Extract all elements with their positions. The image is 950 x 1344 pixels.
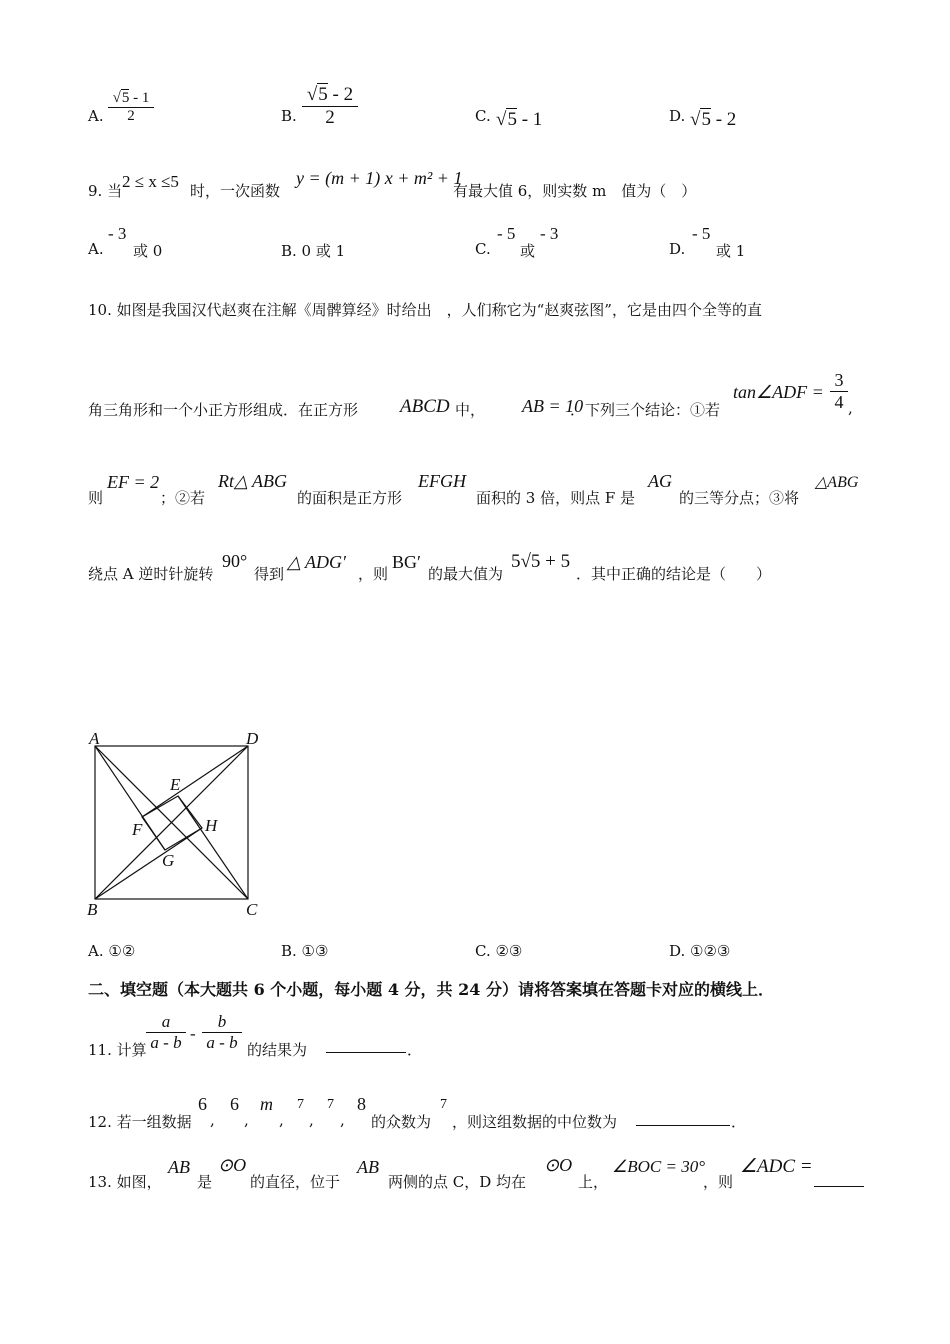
q11-suffix: 的结果为 [247,1041,308,1059]
q13-text-1: 是 [197,1173,213,1191]
q10-tan-fraction [830,370,848,413]
q12-answer-blank [636,1125,730,1126]
q11-fraction-2 [202,1012,242,1053]
label-b: B [87,900,98,919]
q13-text-2: 的直径，位于 [250,1173,341,1191]
q11-fraction-1 [146,1012,186,1053]
q9-b-label: B. 0 或 1 [281,242,346,260]
q11-den2: a - b [202,1032,242,1053]
q13-angle-boc: ∠BOC = 30° [612,1157,706,1176]
q9-c-join: 或 [520,242,536,260]
q12-mode: 7 [440,1097,447,1112]
q10-line4-b: 得到 [254,565,285,583]
label-e: E [170,775,181,794]
q13-circle-o-2: ⊙O [544,1155,573,1175]
q12-data-3: m [260,1094,273,1114]
q10-square-efgh: EFGH [418,471,466,491]
q11-prefix: 11. 计算 [88,1041,147,1059]
q13-text-4: 上， [578,1173,609,1191]
q9-condition: 2 ≤ x ≤5 [122,172,179,191]
label-g: G [162,851,175,870]
q10-option-d: D. ①②③ [669,942,731,960]
label-c: C [246,900,258,919]
q10-triangle-abg: △ABG [815,474,859,491]
q10-angle-90: 90° [222,551,248,571]
label-f: F [132,820,143,839]
q8-d-label: D. [669,107,686,125]
q10-line3-d: 面积的 3 倍，则点 F 是 [476,489,636,507]
q9-c-value1: - 5 [497,224,516,243]
q13-answer-blank [814,1186,864,1187]
q12-data-4: 7 [297,1097,304,1112]
q8-a-num-tail: - 1 [129,90,150,106]
q12-comma-2: , [244,1111,249,1129]
q13-circle-o: ⊙O [218,1155,247,1175]
q9-d-join: 或 1 [716,242,746,260]
q12-prefix: 12. 若一组数据 [88,1113,192,1131]
q10-line2-a: 角三角形和一个小正方形组成．在正方形 [88,401,359,419]
q12-comma-3: , [279,1111,284,1129]
q11-end: ． [407,1041,423,1059]
q10-tan-num: 3 [834,370,844,390]
q10-line1: 10. 如图是我国汉代赵爽在注解《周髀算经》时给出 ，人们称它为“赵爽弦图”，它是由四个全等的直 [88,301,762,319]
q8-d-tail: - 2 [710,109,737,130]
q13-ab-2: AB [357,1157,379,1177]
q8-a-fraction: $\frac{√5 - 1}{2}$ [108,90,154,125]
section-heading: 二、填空题（本大题共 6 个小题，每小题 4 分，共 24 分）请将答案填在答题卡对应的横线上． [88,980,774,999]
q10-line4-a: 绕点 A 逆时针旋转 [88,565,214,583]
q10-ef-eq: EF = 2 [107,472,160,492]
q10-line3-a: 则 [88,489,104,507]
q10-ag: AG [648,471,672,491]
q8-c-tail: - 1 [516,109,543,130]
zhao-shuang-figure [82,728,272,923]
q10-comma: , [848,399,853,417]
q10-line3-c: 的面积是正方形 [297,489,403,507]
q10-option-c: C. ②③ [475,942,523,960]
q9-c-label: C. [475,240,491,258]
q8-c-label: C. [475,107,491,125]
q12-comma-4: , [309,1111,314,1129]
label-a: A [89,729,100,748]
q12-data-6: 8 [357,1094,366,1114]
q11-den1: a - b [146,1032,186,1053]
line-c-e [178,796,248,899]
q10-line2-e: ．下列三个结论：①若 [570,401,721,419]
q13-prefix: 13. 如图， [88,1173,162,1191]
q8-c-expr: √5 - 1 [496,109,543,130]
q13-text-3: 两侧的点 C，D 均在 [388,1173,527,1191]
line-b-h [95,828,202,899]
q8-a-radicand: 5 [121,90,130,106]
q8-b-num-tail: - 2 [327,84,354,105]
q10-line4-e: ．其中正确的结论是（ ） [576,565,772,583]
q10-rt-abg: Rt△ ABG [218,471,288,491]
q10-line3-b: ；②若 [160,489,206,507]
label-d: D [246,729,259,748]
q12-suffix: ，则这组数据的中位数为 [452,1113,618,1131]
q12-data-2: 6 [230,1094,239,1114]
q8-b-radicand: 5 [318,84,328,105]
q9-a-join: 或 0 [133,242,163,260]
q9-mid-text: 时，一次函数 [190,182,281,200]
q12-mode-text: 的众数为 [371,1113,432,1131]
q8-c-radicand: 5 [507,109,517,130]
q8-a-den: 2 [108,107,154,125]
q8-d-expr: √5 - 2 [690,109,737,130]
q9-suffix: 有最大值 6，则实数 m 值为（ ） [453,182,697,200]
q12-data-5: 7 [327,1097,334,1112]
q10-triangle-adg: △ ADG′ [287,552,346,572]
q13-text-5: ，则 [703,1173,734,1191]
q9-d-label: D. [669,240,686,258]
q10-bg-prime: BG′ [392,552,421,572]
q10-ab-eq: AB = 10 [522,396,584,416]
q12-comma-1: , [210,1111,215,1129]
q13-angle-adc: ∠ADC = [740,1156,813,1177]
q10-line3-e: 的三等分点；③将 [679,489,800,507]
q8-b-fraction: $\frac{√5 - 2}{2}$ [302,84,358,129]
q10-option-a: A. ①② [88,942,136,960]
q11-minus: - [190,1024,196,1043]
q10-line4-c: ，则 [358,565,389,583]
line-d-f [142,746,248,817]
q11-num2: b [217,1012,227,1031]
q10-tan-lhs: tan∠ADF = [733,382,824,402]
q8-d-radicand: 5 [701,109,711,130]
q9-a-label: A. [88,240,104,258]
q8-b-label: B. [281,107,297,125]
q10-option-b: B. ①③ [281,942,329,960]
q11-num1: a [161,1012,171,1031]
q8-a-label: A. [88,107,104,125]
q10-square-abcd: ABCD [400,396,450,417]
q12-end: ． [731,1113,747,1131]
q10-line4-d: 的最大值为 [428,565,504,583]
q13-ab: AB [168,1157,190,1177]
q10-tan-den: 4 [830,391,848,413]
q9-function: y = (m + 1) x + m² + 1 [296,168,463,188]
q9-c-value2: - 3 [540,224,559,243]
q11-answer-blank [326,1052,406,1053]
q12-data-1: 6 [198,1094,207,1114]
q10-line2-c: 中， [455,401,486,419]
q9-a-value: - 3 [108,224,127,243]
q9-d-value: - 5 [692,224,711,243]
q9-prefix: 9. 当 [88,182,123,200]
label-h: H [205,816,218,835]
q8-b-den: 2 [302,106,358,129]
q12-comma-5: , [340,1111,345,1129]
q10-max-value: 5√5 + 5 [511,551,571,572]
